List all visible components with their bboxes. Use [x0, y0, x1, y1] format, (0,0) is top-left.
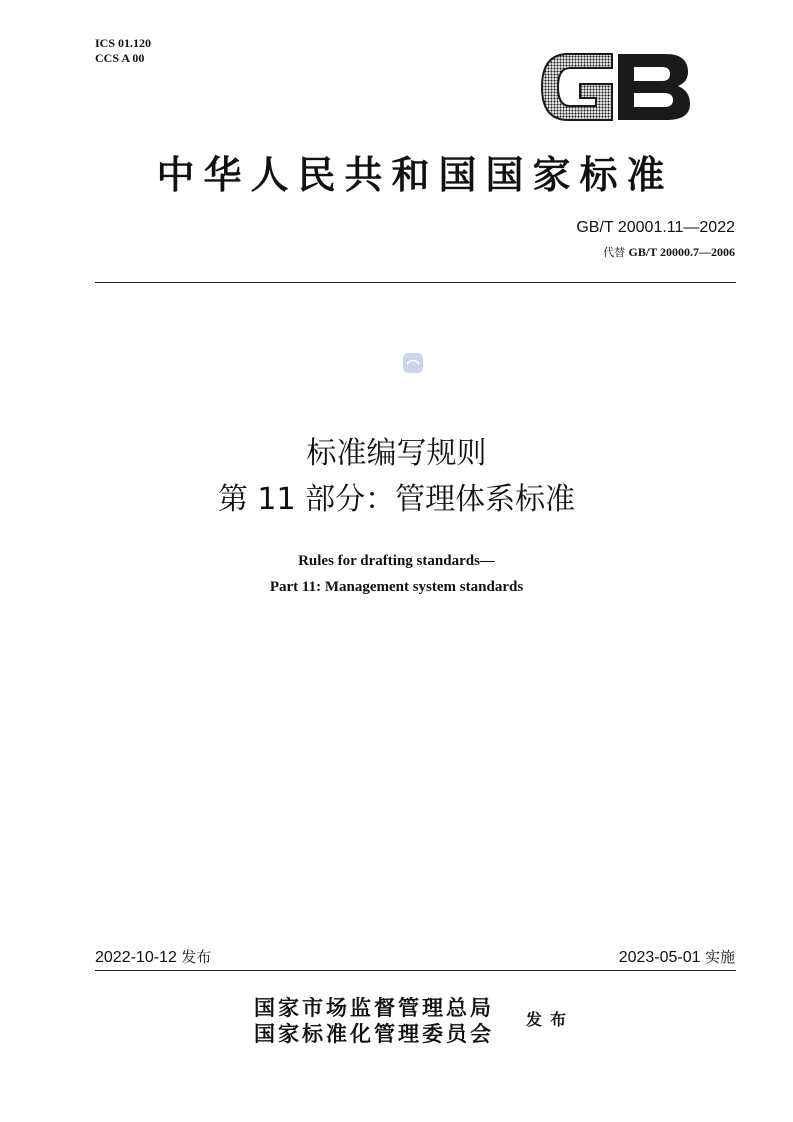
issuer-line1: 国家市场监督管理总局 — [254, 995, 494, 1020]
watermark-emblem — [402, 352, 424, 374]
effective-date-value: 2023-05-01 — [618, 949, 701, 966]
title-en-line2: Part 11: Management system standards — [269, 579, 524, 595]
issuer-line2: 国家标准化管理委员会 — [254, 1021, 494, 1046]
header-divider — [95, 282, 736, 283]
replaces-line — [603, 244, 735, 261]
standard-number: GB/T 20001.11—2022 — [576, 219, 735, 236]
ics-code: ICS 01.120 — [95, 36, 152, 50]
title-cn-line1: 标准编写规则 — [306, 436, 487, 471]
publish-label: 发布 — [526, 1010, 575, 1029]
title-en-line1: Rules for drafting standards— — [298, 553, 495, 569]
effective-date-suffix: 实施 — [704, 948, 735, 966]
issue-date-value: 2022-10-12 — [95, 949, 177, 966]
replaces-label: 代替 — [603, 246, 626, 259]
issue-date — [95, 946, 211, 969]
title-cn-line2: 第 11 部分：管理体系标准 — [217, 482, 576, 517]
ccs-code: CCS A 00 — [95, 51, 145, 65]
national-standard-title: 中华人民共和国国家标准 — [156, 152, 674, 197]
issue-date-suffix: 发布 — [181, 948, 212, 966]
gb-logo — [538, 46, 694, 128]
classification-codes — [95, 36, 151, 66]
effective-date — [619, 946, 735, 969]
footer-divider — [95, 970, 736, 971]
replaces-number: GB/T 20000.7—2006 — [628, 245, 735, 259]
